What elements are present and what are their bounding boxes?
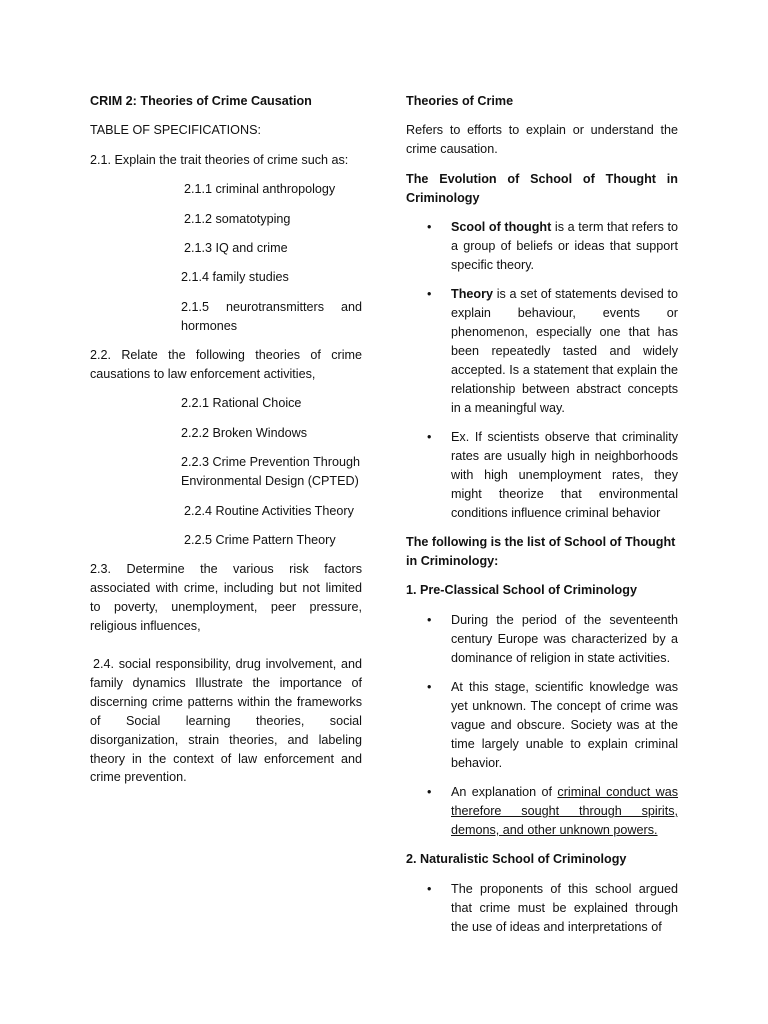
list-item: • At this stage, scientific knowledge was yet unknown. The concept of crime was vague and obscure. Society was at the time largely unable to explain criminal behavior.	[406, 678, 678, 773]
bullet-text: Ex. If scientists observe that criminality rates are usually high in neighborhoods with high unemployment rates, they might theorize that environmental conditions influence criminal behavior	[451, 430, 678, 520]
bullet-term: Scool of thought	[451, 220, 552, 235]
spec-sub-2-2-5: 2.2.5 Crime Pattern Theory	[184, 533, 336, 547]
spec-sub-2-1-3: 2.1.3 IQ and crime	[184, 241, 288, 256]
theories-heading: Theories of Crime	[406, 94, 514, 108]
list-item	[406, 783, 678, 840]
theories-intro: Refers to efforts to explain or understand the crime causation.	[406, 123, 678, 157]
naturalistic-list	[406, 880, 678, 937]
bullet-text: is a set of statements devised to explain behaviour, events or phenomenon, especially one that has been repeatedly tasted and widely accepted. Is a statement that explain the relationship between abstract concepts in a meaningful way.	[451, 287, 678, 415]
section-naturalistic: 2. Naturalistic School of Criminology	[406, 852, 627, 867]
list-item: • During the period of the seventeenth century Europe was characterized by a dominance of religion in state activities.	[406, 611, 678, 668]
right-column	[406, 92, 678, 947]
bullet-term: Theory	[451, 287, 493, 302]
list-item	[406, 428, 678, 523]
spec-sub-2-2-3: 2.2.3 Crime Prevention Through Environmental Design (CPTED)	[181, 455, 360, 489]
spec-item-2-4: 2.4. social responsibility, drug involvement, and family dynamics Illustrate the importance of discerning crime patterns within the frameworks of Social learning theories, social disorganization, strain theories, and labeling theory in the context of law enforcement and crime prevention.	[90, 657, 362, 785]
table-of-specifications-label: TABLE OF SPECIFICATIONS:	[90, 123, 261, 138]
spec-item-2-2: 2.2. Relate the following theories of crime causations to law enforcement activities,	[90, 348, 362, 382]
spec-sub-2-1-5: 2.1.5 neurotransmitters and hormones	[181, 299, 362, 333]
spec-sub-2-1-4: 2.1.4 family studies	[181, 270, 289, 285]
list-item	[406, 218, 678, 275]
left-column	[90, 92, 362, 798]
spec-item-2-3: 2.3. Determine the various risk factors associated with crime, including but not limited to poverty, unemployment, peer pressure, religious influences,	[90, 562, 362, 634]
schools-list-heading: The following is the list of School of Thought in Criminology:	[406, 535, 676, 569]
section-pre-classical: 1. Pre-Classical School of Criminology	[406, 583, 637, 598]
evolution-heading: The Evolution of School of Thought in Criminology	[406, 171, 678, 205]
definitions-list	[406, 218, 678, 523]
spec-sub-2-1-2: 2.1.2 somatotyping	[184, 211, 291, 226]
bullet-text: is a term that refers to a group of beliefs or ideas that support specific theory.	[451, 220, 679, 272]
bullet-text: An explanation of	[451, 785, 558, 800]
spec-sub-2-2-2: 2.2.2 Broken Windows	[181, 425, 307, 440]
pre-classical-list	[406, 611, 678, 840]
underlined-text: criminal conduct was therefore sought through spirits, demons, and other unknown powers.	[451, 785, 679, 837]
spec-item-2-1: 2.1. Explain the trait theories of crime such as:	[90, 152, 349, 167]
list-item: • The proponents of this school argued that crime must be explained through the use of ideas and interpretations of	[406, 880, 678, 937]
document-title: CRIM 2: Theories of Crime Causation	[90, 94, 312, 108]
spec-sub-2-1-1: 2.1.1 criminal anthropology	[184, 182, 336, 197]
spec-sub-2-2-4: 2.2.4 Routine Activities Theory	[184, 503, 354, 518]
list-item	[406, 285, 678, 417]
spec-sub-2-2-1: 2.2.1 Rational Choice	[181, 396, 302, 411]
